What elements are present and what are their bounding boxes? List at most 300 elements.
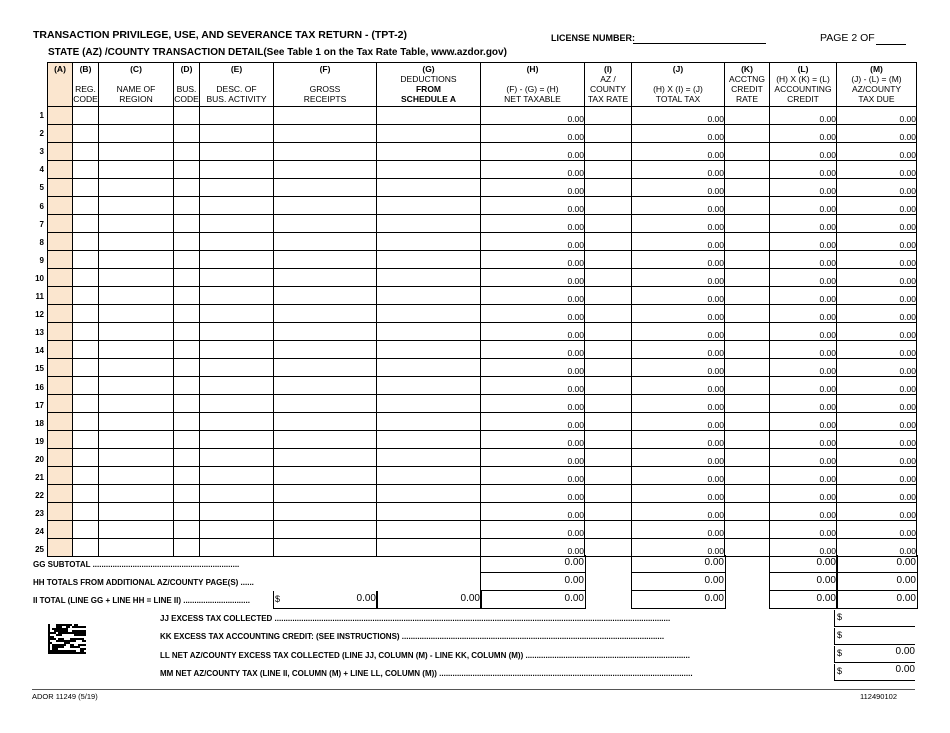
input-cell[interactable] [274,161,377,179]
input-cell[interactable] [73,215,99,233]
input-cell[interactable] [48,179,73,197]
amount-cell[interactable]: 0.00 [837,251,917,269]
input-cell[interactable] [48,449,73,467]
input-cell[interactable] [585,485,632,503]
input-cell[interactable] [274,341,377,359]
amount-cell[interactable]: 0.00 [837,431,917,449]
input-cell[interactable] [585,377,632,395]
input-cell[interactable] [174,287,200,305]
input-cell[interactable] [725,125,770,143]
amount-cell[interactable]: 0.00 [481,467,585,485]
amount-cell[interactable]: 0.00 [770,521,837,539]
amount-cell[interactable]: 0.00 [770,431,837,449]
input-cell[interactable] [725,503,770,521]
input-cell[interactable] [99,269,174,287]
input-cell[interactable] [73,233,99,251]
input-cell[interactable] [174,215,200,233]
input-cell[interactable] [585,431,632,449]
input-cell[interactable] [274,503,377,521]
gg-box-m[interactable] [836,555,918,573]
amount-cell[interactable]: 0.00 [770,485,837,503]
amount-cell[interactable]: 0.00 [770,503,837,521]
input-cell[interactable] [174,197,200,215]
amount-cell[interactable]: 0.00 [837,233,917,251]
amount-cell[interactable]: 0.00 [770,179,837,197]
input-cell[interactable] [99,431,174,449]
amount-cell[interactable]: 0.00 [481,395,585,413]
input-cell[interactable] [377,539,481,557]
input-cell[interactable] [274,287,377,305]
input-cell[interactable] [48,323,73,341]
input-cell[interactable] [274,107,377,125]
input-cell[interactable] [585,539,632,557]
input-cell[interactable] [48,467,73,485]
amount-cell[interactable]: 0.00 [632,413,725,431]
input-cell[interactable] [274,197,377,215]
input-cell[interactable] [48,305,73,323]
input-cell[interactable] [585,449,632,467]
input-cell[interactable] [377,215,481,233]
input-cell[interactable] [725,143,770,161]
input-cell[interactable] [200,539,274,557]
input-cell[interactable] [274,449,377,467]
input-cell[interactable] [377,467,481,485]
input-cell[interactable] [377,395,481,413]
amount-cell[interactable]: 0.00 [481,539,585,557]
input-cell[interactable] [725,197,770,215]
kk-credit-field[interactable]: $ [834,628,915,645]
input-cell[interactable] [99,359,174,377]
input-cell[interactable] [377,305,481,323]
ii-box-l[interactable] [769,591,838,609]
input-cell[interactable] [725,377,770,395]
input-cell[interactable] [48,251,73,269]
amount-cell[interactable]: 0.00 [770,395,837,413]
amount-cell[interactable]: 0.00 [632,539,725,557]
input-cell[interactable] [585,503,632,521]
input-cell[interactable] [377,179,481,197]
input-cell[interactable] [200,341,274,359]
amount-cell[interactable]: 0.00 [837,521,917,539]
input-cell[interactable] [73,251,99,269]
input-cell[interactable] [377,485,481,503]
input-cell[interactable] [200,323,274,341]
amount-cell[interactable]: 0.00 [632,431,725,449]
gg-box-h[interactable] [480,555,586,573]
amount-cell[interactable]: 0.00 [481,161,585,179]
input-cell[interactable] [73,323,99,341]
amount-cell[interactable]: 0.00 [632,467,725,485]
input-cell[interactable] [73,395,99,413]
input-cell[interactable] [200,485,274,503]
input-cell[interactable] [99,179,174,197]
input-cell[interactable] [725,449,770,467]
input-cell[interactable] [73,359,99,377]
input-cell[interactable] [585,395,632,413]
input-cell[interactable] [585,521,632,539]
amount-cell[interactable]: 0.00 [481,485,585,503]
input-cell[interactable] [200,431,274,449]
input-cell[interactable] [200,197,274,215]
ii-box-g[interactable] [376,591,482,609]
amount-cell[interactable]: 0.00 [837,395,917,413]
amount-cell[interactable]: 0.00 [837,269,917,287]
input-cell[interactable] [377,413,481,431]
input-cell[interactable] [377,449,481,467]
amount-cell[interactable]: 0.00 [770,287,837,305]
input-cell[interactable] [48,395,73,413]
amount-cell[interactable]: 0.00 [770,125,837,143]
input-cell[interactable] [200,179,274,197]
amount-cell[interactable]: 0.00 [770,359,837,377]
input-cell[interactable] [200,251,274,269]
input-cell[interactable] [377,251,481,269]
amount-cell[interactable]: 0.00 [632,287,725,305]
input-cell[interactable] [174,395,200,413]
amount-cell[interactable]: 0.00 [481,323,585,341]
input-cell[interactable] [174,521,200,539]
amount-cell[interactable]: 0.00 [632,377,725,395]
amount-cell[interactable]: 0.00 [632,233,725,251]
amount-cell[interactable]: 0.00 [481,269,585,287]
input-cell[interactable] [377,341,481,359]
amount-cell[interactable]: 0.00 [481,503,585,521]
input-cell[interactable] [725,269,770,287]
input-cell[interactable] [73,287,99,305]
input-cell[interactable] [99,233,174,251]
input-cell[interactable] [174,431,200,449]
input-cell[interactable] [585,161,632,179]
amount-cell[interactable]: 0.00 [481,431,585,449]
input-cell[interactable] [585,125,632,143]
input-cell[interactable] [99,287,174,305]
input-cell[interactable] [585,341,632,359]
ii-box-j[interactable] [631,591,726,609]
input-cell[interactable] [585,323,632,341]
input-cell[interactable] [73,305,99,323]
amount-cell[interactable]: 0.00 [632,215,725,233]
input-cell[interactable] [274,359,377,377]
amount-cell[interactable]: 0.00 [481,359,585,377]
input-cell[interactable] [73,341,99,359]
input-cell[interactable] [174,107,200,125]
ii-box-h[interactable] [480,591,586,609]
input-cell[interactable] [174,161,200,179]
input-cell[interactable] [274,215,377,233]
input-cell[interactable] [99,485,174,503]
amount-cell[interactable]: 0.00 [770,233,837,251]
hh-box-m[interactable] [836,573,918,591]
input-cell[interactable] [174,143,200,161]
input-cell[interactable] [48,161,73,179]
amount-cell[interactable]: 0.00 [770,107,837,125]
input-cell[interactable] [585,467,632,485]
input-cell[interactable] [585,179,632,197]
input-cell[interactable] [73,467,99,485]
input-cell[interactable] [274,143,377,161]
input-cell[interactable] [585,359,632,377]
input-cell[interactable] [174,539,200,557]
amount-cell[interactable]: 0.00 [770,449,837,467]
input-cell[interactable] [200,107,274,125]
input-cell[interactable] [200,395,274,413]
input-cell[interactable] [725,215,770,233]
amount-cell[interactable]: 0.00 [837,305,917,323]
input-cell[interactable] [73,503,99,521]
license-number-field[interactable] [633,43,766,44]
amount-cell[interactable]: 0.00 [770,467,837,485]
amount-cell[interactable]: 0.00 [632,143,725,161]
input-cell[interactable] [99,197,174,215]
input-cell[interactable] [377,359,481,377]
amount-cell[interactable]: 0.00 [770,269,837,287]
input-cell[interactable] [377,233,481,251]
amount-cell[interactable]: 0.00 [837,107,917,125]
amount-cell[interactable]: 0.00 [481,179,585,197]
amount-cell[interactable]: 0.00 [837,359,917,377]
amount-cell[interactable]: 0.00 [770,215,837,233]
amount-cell[interactable]: 0.00 [481,341,585,359]
amount-cell[interactable]: 0.00 [632,485,725,503]
input-cell[interactable] [377,503,481,521]
input-cell[interactable] [585,413,632,431]
input-cell[interactable] [725,467,770,485]
input-cell[interactable] [200,413,274,431]
input-cell[interactable] [48,143,73,161]
input-cell[interactable] [48,287,73,305]
input-cell[interactable] [48,107,73,125]
amount-cell[interactable]: 0.00 [632,359,725,377]
input-cell[interactable] [48,485,73,503]
amount-cell[interactable]: 0.00 [481,107,585,125]
input-cell[interactable] [585,305,632,323]
input-cell[interactable] [725,539,770,557]
input-cell[interactable] [99,305,174,323]
input-cell[interactable] [174,269,200,287]
input-cell[interactable] [174,413,200,431]
input-cell[interactable] [725,305,770,323]
amount-cell[interactable]: 0.00 [632,449,725,467]
input-cell[interactable] [99,521,174,539]
amount-cell[interactable]: 0.00 [837,503,917,521]
input-cell[interactable] [48,521,73,539]
input-cell[interactable] [585,197,632,215]
input-cell[interactable] [99,395,174,413]
amount-cell[interactable]: 0.00 [632,107,725,125]
input-cell[interactable] [200,521,274,539]
amount-cell[interactable]: 0.00 [632,179,725,197]
input-cell[interactable] [377,143,481,161]
amount-cell[interactable]: 0.00 [632,305,725,323]
input-cell[interactable] [725,107,770,125]
amount-cell[interactable]: 0.00 [770,161,837,179]
input-cell[interactable] [99,215,174,233]
input-cell[interactable] [274,323,377,341]
amount-cell[interactable]: 0.00 [632,503,725,521]
input-cell[interactable] [377,287,481,305]
input-cell[interactable] [585,215,632,233]
gg-box-l[interactable] [769,555,838,573]
input-cell[interactable] [174,377,200,395]
input-cell[interactable] [99,107,174,125]
amount-cell[interactable]: 0.00 [632,161,725,179]
jj-excess-field[interactable]: $ [834,610,915,627]
input-cell[interactable] [174,467,200,485]
amount-cell[interactable]: 0.00 [632,269,725,287]
amount-cell[interactable]: 0.00 [481,197,585,215]
ii-box-m[interactable] [836,591,918,609]
input-cell[interactable] [200,377,274,395]
input-cell[interactable] [174,341,200,359]
input-cell[interactable] [200,359,274,377]
input-cell[interactable] [99,251,174,269]
input-cell[interactable] [274,233,377,251]
input-cell[interactable] [174,323,200,341]
input-cell[interactable] [174,503,200,521]
input-cell[interactable] [200,143,274,161]
input-cell[interactable] [725,179,770,197]
input-cell[interactable] [585,143,632,161]
input-cell[interactable] [48,431,73,449]
amount-cell[interactable]: 0.00 [632,341,725,359]
input-cell[interactable] [73,539,99,557]
input-cell[interactable] [99,467,174,485]
input-cell[interactable] [174,251,200,269]
amount-cell[interactable]: 0.00 [837,161,917,179]
input-cell[interactable] [377,269,481,287]
amount-cell[interactable]: 0.00 [481,215,585,233]
input-cell[interactable] [377,197,481,215]
input-cell[interactable] [174,179,200,197]
amount-cell[interactable]: 0.00 [770,341,837,359]
input-cell[interactable] [725,359,770,377]
amount-cell[interactable]: 0.00 [837,287,917,305]
input-cell[interactable] [73,179,99,197]
input-cell[interactable] [73,143,99,161]
input-cell[interactable] [48,377,73,395]
input-cell[interactable] [200,449,274,467]
input-cell[interactable] [73,197,99,215]
input-cell[interactable] [174,359,200,377]
input-cell[interactable] [99,377,174,395]
hh-box-h[interactable] [480,573,586,591]
input-cell[interactable] [274,485,377,503]
amount-cell[interactable]: 0.00 [770,305,837,323]
input-cell[interactable] [725,233,770,251]
input-cell[interactable] [725,161,770,179]
input-cell[interactable] [99,503,174,521]
input-cell[interactable] [99,449,174,467]
input-cell[interactable] [377,125,481,143]
input-cell[interactable] [200,161,274,179]
amount-cell[interactable]: 0.00 [481,449,585,467]
amount-cell[interactable]: 0.00 [770,251,837,269]
input-cell[interactable] [99,539,174,557]
input-cell[interactable] [274,251,377,269]
input-cell[interactable] [48,197,73,215]
input-cell[interactable] [200,305,274,323]
input-cell[interactable] [274,395,377,413]
input-cell[interactable] [48,413,73,431]
input-cell[interactable] [73,485,99,503]
input-cell[interactable] [274,269,377,287]
input-cell[interactable] [73,521,99,539]
input-cell[interactable] [585,107,632,125]
input-cell[interactable] [99,125,174,143]
input-cell[interactable] [73,449,99,467]
input-cell[interactable] [725,395,770,413]
input-cell[interactable] [48,539,73,557]
amount-cell[interactable]: 0.00 [837,413,917,431]
mm-net-tax-field[interactable]: $ 0.00 [834,664,915,681]
amount-cell[interactable]: 0.00 [632,197,725,215]
input-cell[interactable] [73,377,99,395]
amount-cell[interactable]: 0.00 [481,521,585,539]
amount-cell[interactable]: 0.00 [770,377,837,395]
input-cell[interactable] [99,341,174,359]
amount-cell[interactable]: 0.00 [632,323,725,341]
input-cell[interactable] [274,539,377,557]
amount-cell[interactable]: 0.00 [770,197,837,215]
input-cell[interactable] [200,503,274,521]
input-cell[interactable] [377,161,481,179]
input-cell[interactable] [585,251,632,269]
amount-cell[interactable]: 0.00 [837,125,917,143]
input-cell[interactable] [274,179,377,197]
input-cell[interactable] [274,125,377,143]
input-cell[interactable] [174,449,200,467]
input-cell[interactable] [585,233,632,251]
input-cell[interactable] [725,251,770,269]
input-cell[interactable] [174,305,200,323]
amount-cell[interactable]: 0.00 [481,143,585,161]
input-cell[interactable] [725,485,770,503]
amount-cell[interactable]: 0.00 [632,251,725,269]
input-cell[interactable] [73,431,99,449]
input-cell[interactable] [174,233,200,251]
input-cell[interactable] [99,161,174,179]
amount-cell[interactable]: 0.00 [770,323,837,341]
input-cell[interactable] [174,485,200,503]
input-cell[interactable] [200,287,274,305]
input-cell[interactable] [99,413,174,431]
input-cell[interactable] [377,107,481,125]
input-cell[interactable] [725,413,770,431]
amount-cell[interactable]: 0.00 [837,449,917,467]
input-cell[interactable] [274,521,377,539]
input-cell[interactable] [725,287,770,305]
input-cell[interactable] [73,269,99,287]
amount-cell[interactable]: 0.00 [481,125,585,143]
input-cell[interactable] [377,521,481,539]
input-cell[interactable] [200,125,274,143]
amount-cell[interactable]: 0.00 [837,377,917,395]
hh-box-l[interactable] [769,573,838,591]
input-cell[interactable] [725,323,770,341]
input-cell[interactable] [200,269,274,287]
amount-cell[interactable]: 0.00 [632,521,725,539]
input-cell[interactable] [99,323,174,341]
input-cell[interactable] [48,341,73,359]
input-cell[interactable] [73,161,99,179]
ii-box-f[interactable] [273,591,378,609]
amount-cell[interactable]: 0.00 [837,485,917,503]
amount-cell[interactable]: 0.00 [837,539,917,557]
amount-cell[interactable]: 0.00 [632,125,725,143]
input-cell[interactable] [48,233,73,251]
input-cell[interactable] [48,269,73,287]
amount-cell[interactable]: 0.00 [837,179,917,197]
